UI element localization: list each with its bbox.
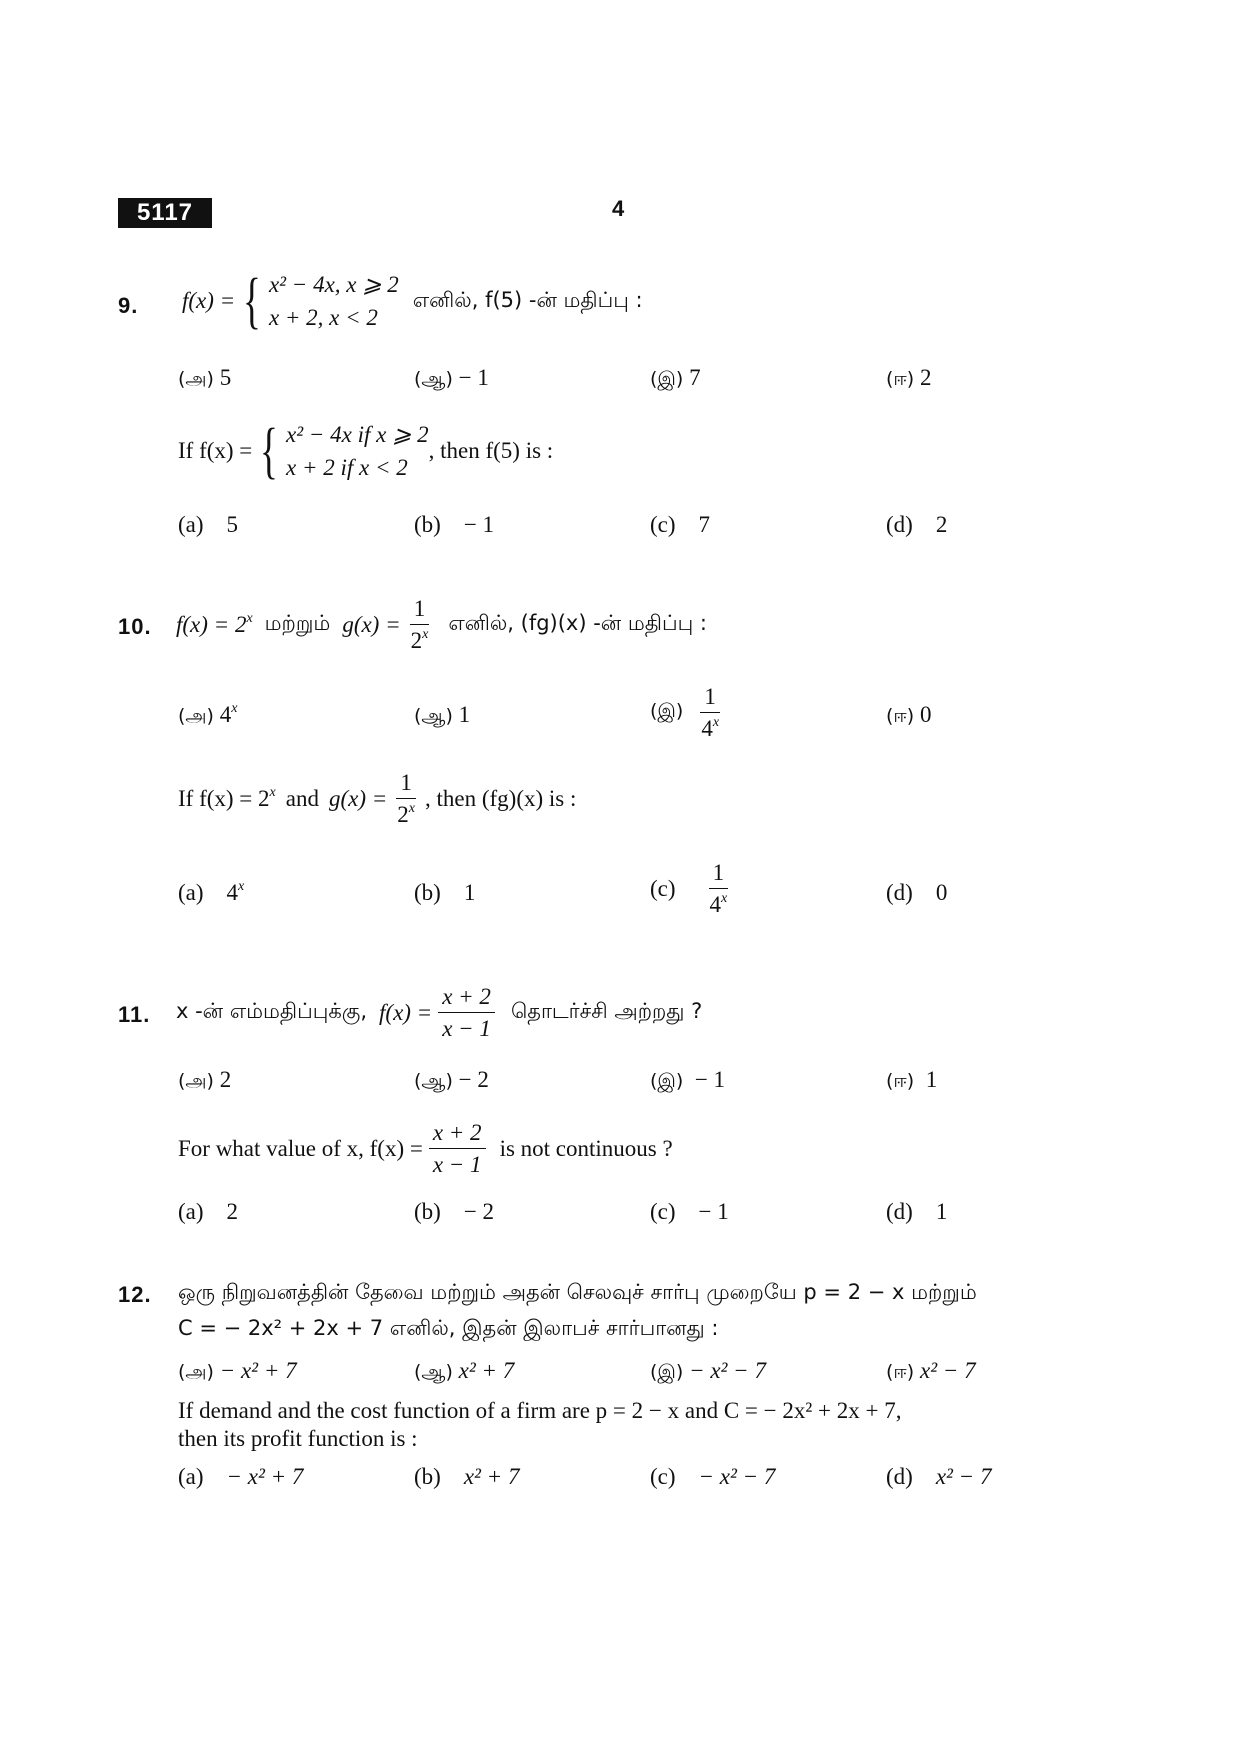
- q11-tamil-a: x -ன் எம்மதிப்புக்கு,: [176, 999, 368, 1024]
- q11-en-fraction: $\frac{x + 2}{x - 1}$: [429, 1120, 486, 1178]
- question-9-english: [178, 418, 553, 485]
- q12-en-opt-d: (d) x² − 7: [886, 1464, 992, 1489]
- q12-en-line2: then its profit function is :: [178, 1426, 418, 1451]
- q9-tamil-opt-d: (ஈ) 2: [886, 365, 932, 390]
- q9-en-prefix: If f(x) =: [178, 438, 253, 464]
- question-12-number: 12.: [118, 1282, 152, 1307]
- q10-tamil-opt-d: (ஈ) 0: [886, 702, 932, 727]
- question-11-tamil: [176, 984, 702, 1042]
- question-11-english: [178, 1120, 673, 1178]
- question-10-english: [178, 770, 576, 828]
- q9-en-case1: x² − 4x if x ⩾ 2: [286, 422, 429, 447]
- question-9-tamil: [182, 268, 643, 335]
- q10-en-gx: g(x) =: [328, 785, 388, 811]
- q11-en-opt-a: (a) 2: [178, 1199, 239, 1224]
- paper-code: 5117: [118, 198, 212, 228]
- q9-en-opt-b: (b) − 1: [414, 512, 495, 537]
- q9-en-opt-c: (c) 7: [650, 512, 711, 537]
- q11-en-opt-b: (b) − 2: [414, 1199, 495, 1224]
- q10-tamil-tail: எனில், (fg)(x) -ன் மதிப்பு :: [448, 611, 707, 636]
- q9-tamil-opt-b: (ஆ) − 1: [414, 365, 489, 390]
- q11-en-prefix: For what value of x, f(x) =: [178, 1135, 423, 1161]
- q9-cases: [269, 268, 399, 335]
- q9-tamil-opt-c: (இ) 7: [650, 365, 701, 390]
- q9-en-brace: {: [260, 417, 279, 486]
- q11-tamil-opt-a: (அ) 2: [178, 1067, 232, 1092]
- q11-en-opt-d: (d) 1: [886, 1199, 948, 1224]
- q10-tamil-opt-a: (அ) 4$^x$: [178, 701, 238, 727]
- q9-en-opt-d: (d) 2: [886, 512, 948, 537]
- q9-case2: x + 2, x < 2: [268, 305, 378, 331]
- q12-tamil-opt-c: (இ) − x² − 7: [650, 1358, 766, 1383]
- q9-case1: x² − 4x, x ⩾ 2: [268, 272, 399, 297]
- q11-en-suffix: is not continuous ?: [499, 1135, 673, 1161]
- q12-en-line1: If demand and the cost function of a firm are p = 2 − x and C = − 2x² + 2x + 7,: [178, 1398, 902, 1423]
- q11-tamil-opt-c: (இ) − 1: [650, 1067, 726, 1092]
- q9-fx: f(x) =: [182, 288, 236, 314]
- q11-tamil-tail: தொடர்ச்சி அற்றது ?: [510, 999, 703, 1024]
- q10-fraction: $\frac{1}{2^x}$: [410, 596, 429, 654]
- q11-tamil-opt-b: (ஆ) − 2: [414, 1067, 489, 1092]
- q12-tamil-opt-a: (அ) − x² + 7: [178, 1358, 297, 1383]
- q10-en-opt-a: (a) 4$^x$: [178, 879, 245, 905]
- q10-en-suffix: , then (fg)(x) is :: [425, 785, 577, 811]
- question-10-tamil: [176, 596, 707, 654]
- q10-fx: $f(x) = 2^x$: [176, 610, 253, 637]
- q10-tamil-opt-b: (ஆ) 1: [414, 702, 471, 727]
- q12-en-opt-c: (c) − x² − 7: [650, 1464, 776, 1489]
- page-number: 4: [612, 196, 625, 221]
- q10-en-opt-c: (c) $\frac{1}{4^x}$: [650, 860, 728, 918]
- q10-en-opt-d: (d) 0: [886, 880, 948, 905]
- q12-en-opt-b: (b) x² + 7: [414, 1464, 520, 1489]
- q11-en-opt-c: (c) − 1: [650, 1199, 729, 1224]
- q11-tamil-opt-d: (ஈ) 1: [886, 1067, 938, 1092]
- q9-en-case2: x + 2 if x < 2: [286, 455, 408, 481]
- q11-fraction: $\frac{x + 2}{x - 1}$: [438, 984, 495, 1042]
- q10-en-prefix: If $f(x) = 2^x$: [178, 784, 276, 811]
- q10-en-fraction: $\frac{1}{2^x}$: [397, 770, 415, 828]
- q9-en-opt-a: (a) 5: [178, 512, 239, 537]
- q10-gx: g(x) =: [342, 611, 401, 637]
- question-11-number: 11.: [118, 1002, 151, 1027]
- q9-en-cases: [286, 418, 429, 485]
- q9-brace: {: [243, 267, 261, 336]
- q12-en-opt-a: (a) − x² + 7: [178, 1464, 304, 1489]
- q10-en-and: and: [285, 785, 319, 811]
- q10-conj: மற்றும்: [264, 611, 331, 636]
- q12-tamil-opt-d: (ஈ) x² − 7: [886, 1358, 976, 1383]
- q12-tamil-opt-b: (ஆ) x² + 7: [414, 1358, 515, 1383]
- question-10-number: 10.: [118, 614, 152, 639]
- q11-fx: f(x) =: [379, 999, 433, 1025]
- q12-tamil-line2: C = − 2x² + 2x + 7 எனில், இதன் இலாபச் சார்பானது :: [178, 1316, 719, 1340]
- q10-tamil-opt-c: (இ) $\frac{1}{4^x}$: [650, 684, 720, 742]
- q9-tamil-tail: எனில், f(5) -ன் மதிப்பு :: [412, 287, 643, 312]
- q12-tamil-line1: ஒரு நிறுவனத்தின் தேவை மற்றும் அதன் செலவுச் சார்பு முறையே p = 2 − x மற்றும்: [178, 1280, 977, 1304]
- question-9-number: 9.: [118, 293, 139, 318]
- q10-en-opt-b: (b) 1: [414, 880, 476, 905]
- q9-tamil-opt-a: (அ) 5: [178, 365, 232, 390]
- q9-en-suffix: , then f(5) is :: [428, 438, 554, 464]
